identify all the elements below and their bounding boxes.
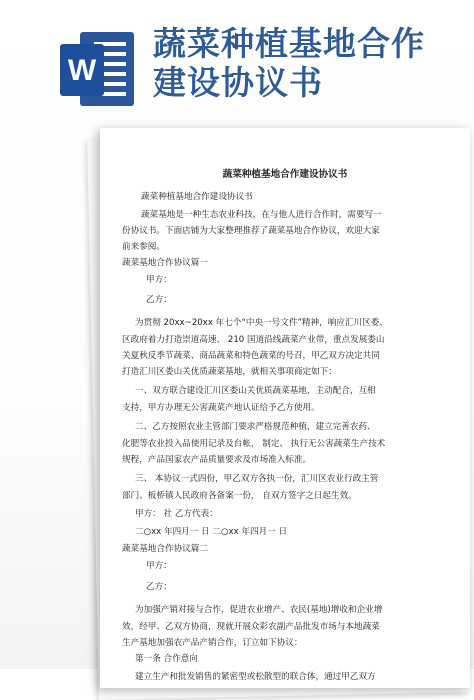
doc-line: 份协议书。下面店铺为大家整理推荐了蔬菜基地合作协议，欢迎大家 (122, 226, 380, 236)
doc-line: 第一条 合作意向 (135, 654, 198, 664)
doc-line: 为贯彻 20xx~20xx 年七个“中央一号文件”精神，响应汇川区委、 (135, 318, 388, 328)
doc-line: 甲方： (146, 275, 172, 285)
doc-line: 甲方： (146, 561, 172, 571)
doc-line: 生产基地加强农产品产销合作，订立如下协议： (122, 638, 303, 648)
banner-title-line1: 蔬菜种植基地合作 (153, 24, 425, 63)
doc-line: 蔬菜种植基地合作建设协议书 (141, 192, 253, 202)
word-document-icon (58, 28, 136, 110)
doc-line: 乙方： (146, 295, 172, 305)
doc-line: 打造汇川区娄山关优质蔬菜基地，就相关事项商定如下： (122, 367, 337, 377)
doc-line: 蔬菜基地是一种生态农业科技，在与他人进行合作时，需要写一 (141, 210, 382, 220)
document-title: 蔬菜种植基地合作建设协议书 (222, 169, 348, 180)
doc-line: 化肥等农业投入品使用记录及台帐， 制定、 执行无公害蔬菜生产技术 (122, 439, 386, 449)
doc-line: 规程，产品国家农产品质量要求及市场准入标准。 (122, 455, 312, 465)
word-icon-letter: W (67, 54, 97, 87)
doc-line: 二、乙方按照农业主管部门要求严格规范种植，建立完善农药、 (135, 422, 376, 432)
doc-line: 一、双方联合建设汇川区娄山关优质蔬菜基地，主动配合，互相 (135, 386, 376, 396)
doc-line: 为加强产销对接与合作，促进农业增产、农民(基地)增收和企业增 (135, 605, 383, 615)
doc-line: 关夏秋反季节蔬菜、商品蔬菜和特色蔬菜的号召，甲乙双方决定共同 (122, 351, 380, 361)
document-sheet (100, 128, 470, 688)
doc-line: 甲方： 社 乙方代表： (135, 509, 218, 519)
doc-line: 效，经甲、乙双方协商，现就开展众彩农副产品批发市场与本地蔬菜 (122, 622, 380, 632)
doc-line: 前来参阅。 (122, 242, 165, 252)
doc-line: 支持，甲方办理无公害蔬菜产地认证给予乙方使用。 (122, 403, 320, 413)
banner-title (153, 24, 453, 102)
doc-section-heading: 蔬菜基地合作协议篇一 (122, 258, 208, 268)
doc-line: 部门、板桥镇人民政府各备案一份， 自双方签字之日起生效。 (122, 491, 357, 501)
doc-line: 乙方： (146, 582, 172, 592)
doc-line: 区政府着力打造崇道高速、 210 国道沿线蔬菜产业带，重点发展娄山 (122, 335, 385, 345)
banner-title-line2: 建设协议书 (153, 63, 323, 102)
doc-line: 三、 本协议一式四份，甲乙双方各执一份，汇川区农业行政主管 (135, 474, 379, 484)
doc-section-heading: 蔬菜基地合作协议篇二 (122, 544, 208, 554)
doc-line: 建立生产和批发销售的紧密型或松散型的联合体，通过甲乙双方 (135, 672, 376, 682)
doc-line: 二○xx 年四月一 日 二○xx 年四月一 日 (135, 527, 288, 537)
